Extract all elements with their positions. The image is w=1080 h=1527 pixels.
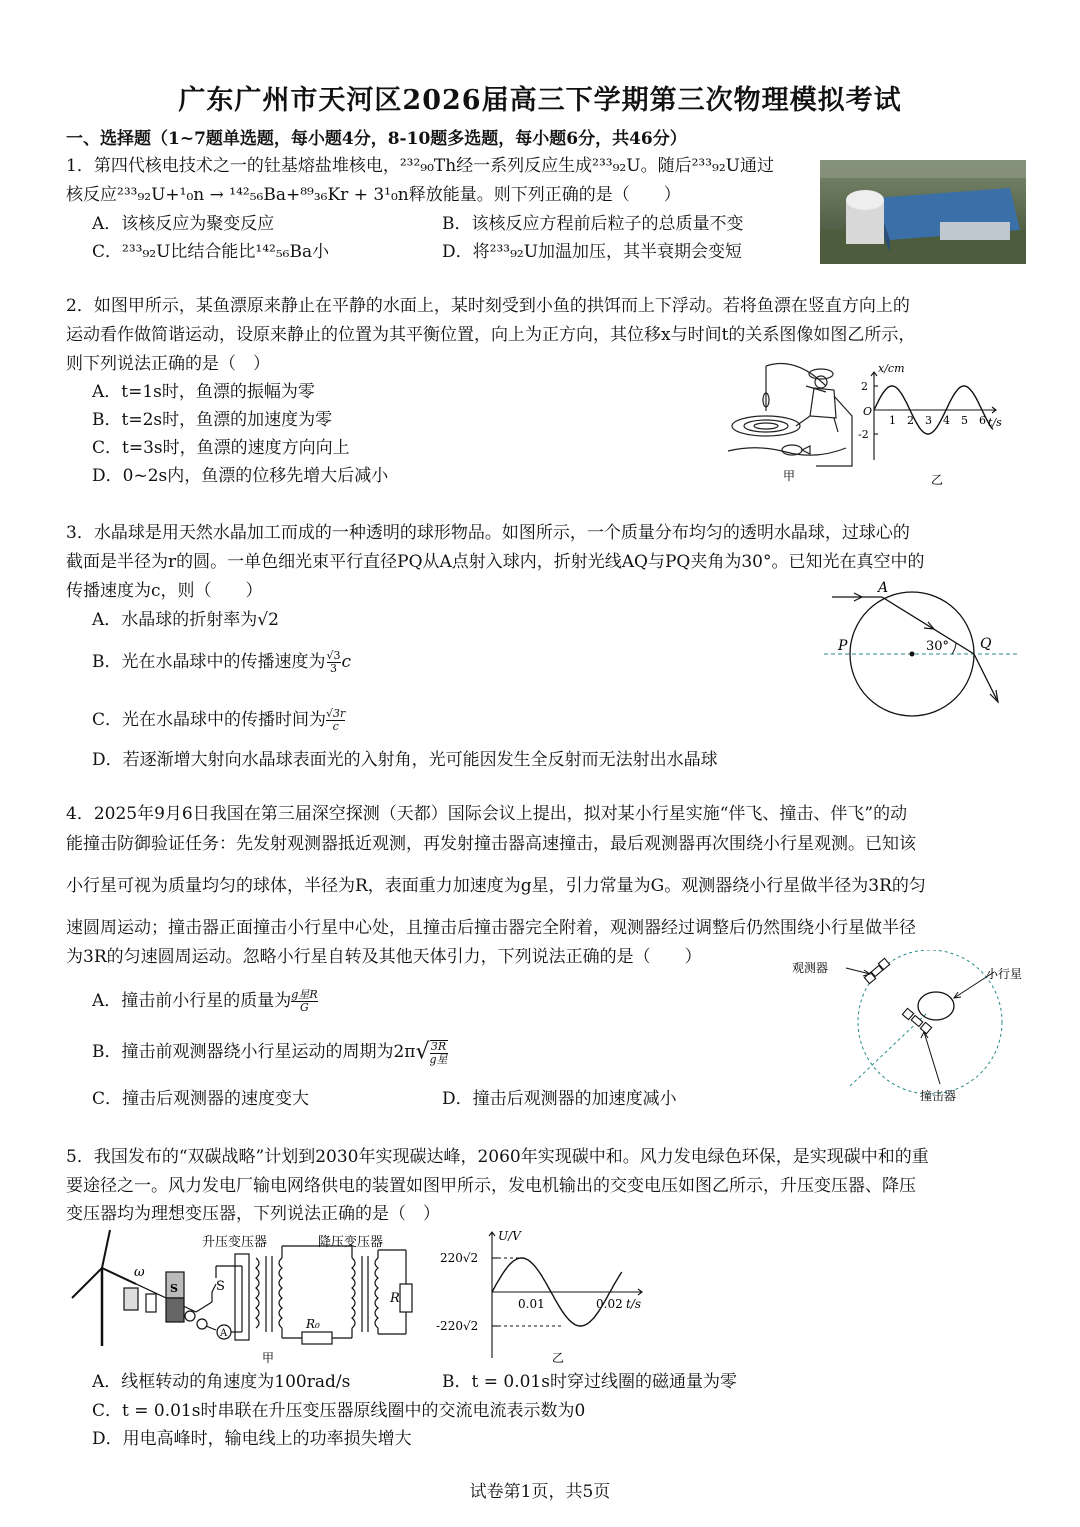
asteroid-shape xyxy=(918,992,954,1020)
observer-label: 观测器 xyxy=(792,961,829,975)
q3-line1: 3．水晶球是用天然水晶加工而成的一种透明的球形物品。如图所示，一个质量分布均匀的透明水晶球，过球心的 xyxy=(66,523,910,543)
fishing-illustration xyxy=(726,356,856,486)
q4-option-b-text: B．撞击前观测器绕小行星运动的周期为2π xyxy=(92,1042,416,1062)
q2-option-d: D．0~2s内，鱼漂的位移先增大后减小 xyxy=(92,466,389,486)
q5-option-c: C．t = 0.01s时串联在升压变压器原线圈中的交流电流表示数为0 xyxy=(92,1401,586,1421)
section-heading: 一、选择题（1~7题单选题，每小题4分，8-10题多选题，每小题6分，共46分） xyxy=(66,129,687,149)
crystal-ball-diagram xyxy=(820,578,1020,738)
q1-option-d: D．将²³³₉₂U加温加压，其半衰期会变短 xyxy=(442,242,743,262)
graph-tick-002: 0.02 xyxy=(596,1297,623,1311)
q4-line3: 小行星可视为质量均匀的球体，半径为R，表面重力加速度为g星，引力常量为G。观测器绕小行星做半径为3R的匀 xyxy=(66,876,926,896)
asteroid-label: 小行星 xyxy=(986,967,1023,981)
q2-option-c: C．t=3s时，鱼漂的速度方向向上 xyxy=(92,438,350,458)
angle-label: 30° xyxy=(926,639,950,654)
q1-option-b: B．该核反应方程前后粒子的总质量不变 xyxy=(442,214,744,234)
q2-line1: 2．如图甲所示，某鱼漂原来静止在平静的水面上，某时刻受到小鱼的拱饵而上下浮动。若将鱼漂在竖直方向上的 xyxy=(66,296,910,316)
wind-power-circuit-diagram xyxy=(66,1228,436,1368)
step-up-secondary-coil xyxy=(279,1258,282,1328)
graph-ylabel: x/cm xyxy=(878,362,905,375)
graph-tick-x: 3 xyxy=(925,414,932,427)
tick-y-bottom: -2 xyxy=(858,428,869,441)
q5-line2: 要途径之一。风力发电厂输电网络供电的装置如图甲所示，发电机输出的交变电压如图乙所示，升压变压器、降压 xyxy=(66,1176,916,1196)
q3-option-b-fraction: $\frac{√3}{3}$ xyxy=(326,649,341,675)
q4-option-c: C．撞击后观测器的速度变大 xyxy=(92,1089,310,1109)
impactor-path xyxy=(850,1014,926,1086)
center-dot xyxy=(910,652,915,657)
q1-line1: 1．第四代核电技术之一的钍基熔盐堆核电，²³²₉₀Th经一系列反应生成²³³₉₂U。随后²³³₉₂U通过 xyxy=(66,156,774,176)
point-a-label: A xyxy=(878,580,889,596)
q4-line4: 速圆周运动；撞击器正面撞击小行星中心处，且撞击后撞击器完全附着，观测器经过调整后仍然围绕小行星做半径 xyxy=(66,918,916,938)
voltage-time-graph xyxy=(436,1228,656,1368)
q3-option-a: A．水晶球的折射率为√2 xyxy=(92,610,279,630)
q5-line1: 5．我国发布的“双碳战略”计划到2030年实现碳达峰，2060年实现碳中和。风力发电绿色环保，是实现碳中和的重 xyxy=(66,1147,929,1167)
tick-y-top: 2 xyxy=(861,380,868,393)
graph-u-min: -220√2 xyxy=(436,1319,479,1333)
q4-option-a xyxy=(92,987,318,1015)
q4-option-b-fraction: 3R g星 xyxy=(429,1039,448,1066)
q5-option-d: D．用电高峰时，输电线上的功率损失增大 xyxy=(92,1429,412,1449)
q3-option-b-text: B．光在水晶球中的传播速度为 xyxy=(92,652,326,672)
point-q-label: Q xyxy=(980,636,992,652)
graph-tick-x: 5 xyxy=(961,414,968,427)
q4-option-b: B．撞击前观测器绕小行星运动的周期为2π√ 3R g星 xyxy=(92,1039,448,1066)
q2-line3: 则下列说法正确的是（ ） xyxy=(66,354,270,374)
q1-option-a: A．该核反应为聚变反应 xyxy=(92,214,275,234)
graph-u-max: 220√2 xyxy=(440,1251,479,1265)
magnet-s-label: S xyxy=(170,1282,178,1295)
figure-label-jia-q5: 甲 xyxy=(262,1351,275,1365)
figure-label-yi-q5: 乙 xyxy=(552,1351,565,1365)
r0-label: R₀ xyxy=(306,1317,320,1331)
displacement-time-graph xyxy=(858,360,1008,490)
graph-tick-x: 2 xyxy=(907,414,914,427)
figure-label-yi: 乙 xyxy=(931,473,944,487)
q4-line5: 为3R的匀速圆周运动。忽略小行星自转及其他天体引力，下列说法正确的是（ ） xyxy=(66,947,702,967)
q2-option-b: B．t=2s时，鱼漂的加速度为零 xyxy=(92,410,333,430)
q3-line3: 传播速度为c，则（ ） xyxy=(66,581,263,601)
q3-line2: 截面是半径为r的圆。一单色细光束平行直径PQ从A点射入球内，折射光线AQ与PQ夹角为30°。已知光在真空中的 xyxy=(66,552,925,572)
step-up-label: 升压变压器 xyxy=(202,1235,268,1250)
q2-option-a: A．t=1s时，鱼漂的振幅为零 xyxy=(92,382,315,402)
q5-option-b: B．t = 0.01s时穿过线圈的磁通量为零 xyxy=(442,1372,737,1392)
asteroid-orbit-diagram xyxy=(790,950,1040,1110)
graph-t-label: t/s xyxy=(626,1297,642,1311)
point-p-label: P xyxy=(838,638,848,654)
q4-option-a-fraction: g星R G xyxy=(291,988,318,1014)
graph-tick-001: 0.01 xyxy=(518,1297,545,1311)
impactor-label: 撞击器 xyxy=(920,1089,957,1103)
graph-tick-x: 6 xyxy=(979,414,986,427)
q3-option-c-fraction: $\frac{√3r}{c}$ xyxy=(326,707,346,733)
q4-line2: 能撞击防御验证任务：先发射观测器抵近观测，再发射撞击器高速撞击，最后观测器再次围绕小行星观测。已知该 xyxy=(66,834,916,854)
q5-option-a: A．线框转动的角速度为100rad/s xyxy=(92,1372,351,1392)
q3-option-d: D．若逐渐增大射向水晶球表面光的入射角，光可能因发生全反射而无法射出水晶球 xyxy=(92,750,718,770)
observer-satellite-icon xyxy=(864,958,889,983)
q4-option-d: D．撞击后观测器的加速度减小 xyxy=(442,1089,677,1109)
q4-option-a-text: A．撞击前小行星的质量为 xyxy=(92,991,292,1011)
omega-label: ω xyxy=(134,1265,145,1280)
graph-xlabel: t/s xyxy=(988,416,1002,429)
step-up-primary-coil xyxy=(256,1258,259,1328)
resistor-r0 xyxy=(302,1332,332,1344)
q1-option-c: C．²³³₉₂U比结合能比¹⁴²₅₆Ba小 xyxy=(92,242,330,262)
graph-tick-x: 4 xyxy=(943,414,950,427)
exam-title: 广东广州市天河区2026届高三下学期第三次物理模拟考试 xyxy=(178,85,902,116)
impactor-satellite-icon xyxy=(902,1008,931,1033)
step-down-label: 降压变压器 xyxy=(318,1235,384,1250)
q3-option-c-text: C．光在水晶球中的传播时间为 xyxy=(92,710,327,730)
nuclear-plant-photo xyxy=(820,160,1026,264)
q2-line2: 运动看作做简谐运动，设原来静止的位置为其平衡位置，向上为正方向，其位移x与时间t的关系图像如图乙所示， xyxy=(66,325,916,345)
ammeter-label: A xyxy=(220,1328,228,1339)
q3-option-b: B．光在水晶球中的传播速度为 $\frac{√3}{3}$ c xyxy=(92,649,352,675)
switch-s-label: S xyxy=(216,1279,225,1294)
graph-tick-x: 1 xyxy=(889,414,896,427)
step-down-secondary-coil xyxy=(375,1258,378,1328)
r-label: R xyxy=(390,1291,400,1306)
graph-origin: O xyxy=(863,405,873,418)
q5-line3: 变压器均为理想变压器，下列说法正确的是（ ） xyxy=(66,1204,440,1224)
step-down-primary-coil xyxy=(352,1258,355,1328)
resistor-r xyxy=(400,1284,412,1312)
q3-option-c xyxy=(92,706,345,734)
q4-line1: 4．2025年9月6日我国在第三届深空探测（天都）国际会议上提出，拟对某小行星实施“伴飞、撞击、伴飞”的动 xyxy=(66,804,908,824)
graph-u-label: U/V xyxy=(498,1229,521,1243)
page-footer: 试卷第1页，共5页 xyxy=(469,1482,611,1502)
emergent-ray xyxy=(974,654,998,702)
q1-line2: 核反应²³³₉₂U+¹₀n → ¹⁴²₅₆Ba+⁸⁹₃₆Kr + 3¹₀n释放能量。则下列正确的是（ ） xyxy=(66,185,681,205)
figure-label-jia: 甲 xyxy=(783,469,796,483)
